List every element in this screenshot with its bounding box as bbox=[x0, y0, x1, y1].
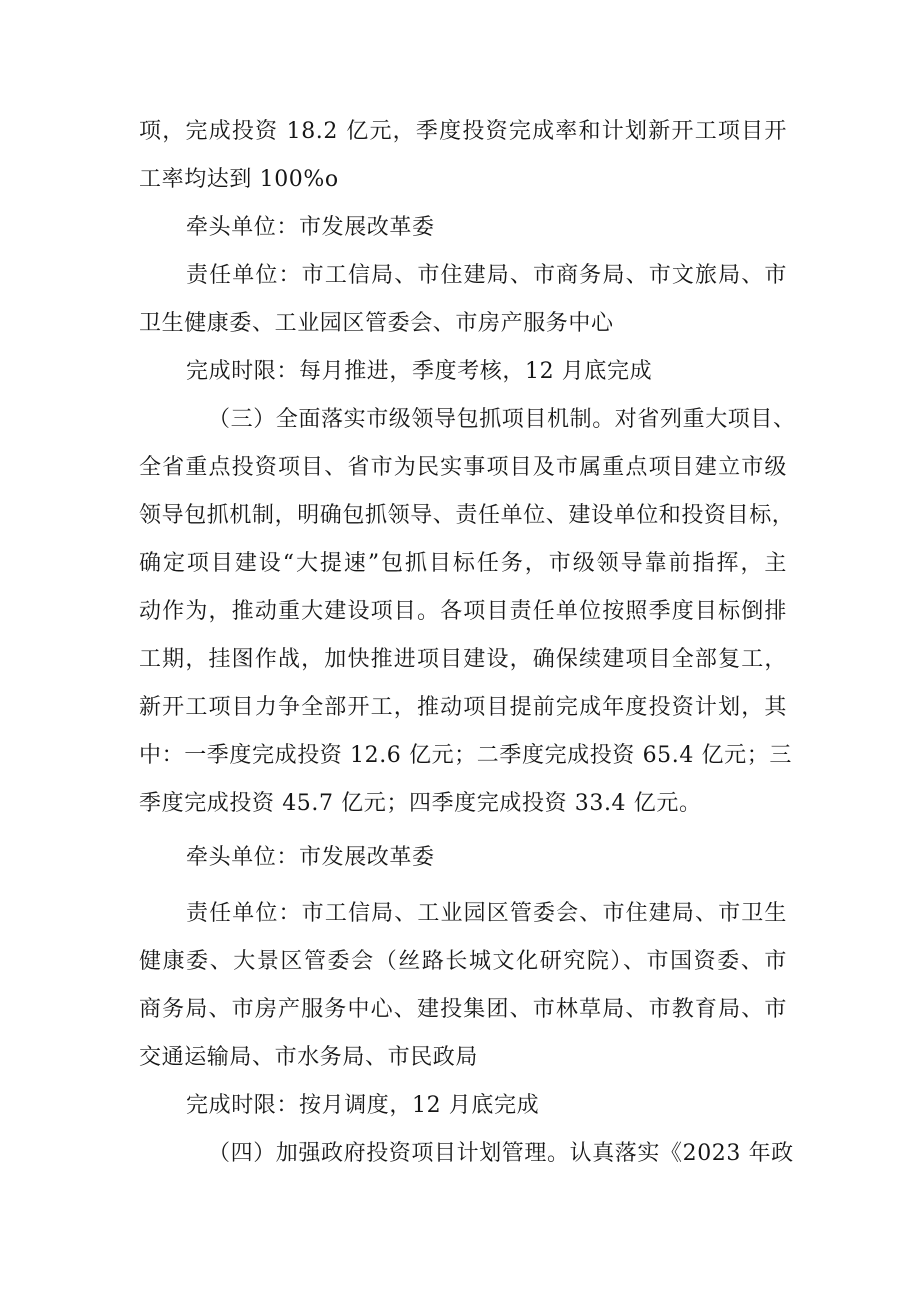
section-heading-4: （四）加强政府投资项目计划管理。认真落实《2023 年政 bbox=[208, 1141, 794, 1166]
body-text-line: 工率均达到 100%o bbox=[139, 167, 339, 192]
body-text-line: 项，完成投资 18.2 亿元，季度投资完成率和计划新开工项目开 bbox=[139, 119, 787, 144]
responsible-units-label: 责任单位：市工信局、市住建局、市商务局、市文旅局、市 bbox=[186, 263, 787, 288]
body-text-line: 动作为，推动重大建设项目。各项目责任单位按照季度目标倒排 bbox=[139, 599, 787, 624]
responsible-units-label: 责任单位：市工信局、工业园区管委会、市住建局、市卫生 bbox=[186, 901, 787, 926]
lead-unit-label: 牵头单位：市发展改革委 bbox=[186, 215, 435, 240]
body-text-line: 中：一季度完成投资 12.6 亿元；二季度完成投资 65.4 亿元；三 bbox=[139, 743, 792, 768]
lead-unit-label: 牵头单位：市发展改革委 bbox=[186, 845, 435, 870]
body-text-line: 商务局、市房产服务中心、建投集团、市林草局、市教育局、市 bbox=[139, 997, 787, 1022]
body-text-line: 健康委、大景区管委会（丝路长城文化研究院）、市国资委、市 bbox=[139, 949, 787, 974]
body-text-line: 确定项目建设“大提速”包抓目标任务，市级领导靠前指挥，主 bbox=[139, 551, 787, 576]
body-text-line: 新开工项目力争全部开工，推动项目提前完成年度投资计划，其 bbox=[139, 695, 787, 720]
body-text-line: 工期，挂图作战，加快推进项目建设，确保续建项目全部复工， bbox=[139, 647, 787, 672]
section-heading-3: （三）全面落实市级领导包抓项目机制。对省列重大项目、 bbox=[208, 407, 796, 432]
body-text-line: 领导包抓机制，明确包抓领导、责任单位、建设单位和投资目标， bbox=[139, 503, 795, 528]
body-text-line: 季度完成投资 45.7 亿元；四季度完成投资 33.4 亿元。 bbox=[139, 791, 702, 816]
body-text-line: 交通运输局、市水务局、市民政局 bbox=[139, 1045, 479, 1070]
deadline-label: 完成时限：每月推进，季度考核，12 月底完成 bbox=[186, 359, 653, 384]
body-text-line: 全省重点投资项目、省市为民实事项目及市属重点项目建立市级 bbox=[139, 455, 787, 480]
deadline-label: 完成时限：按月调度，12 月底完成 bbox=[186, 1093, 540, 1118]
body-text-line: 卫生健康委、工业园区管委会、市房产服务中心 bbox=[139, 311, 614, 336]
